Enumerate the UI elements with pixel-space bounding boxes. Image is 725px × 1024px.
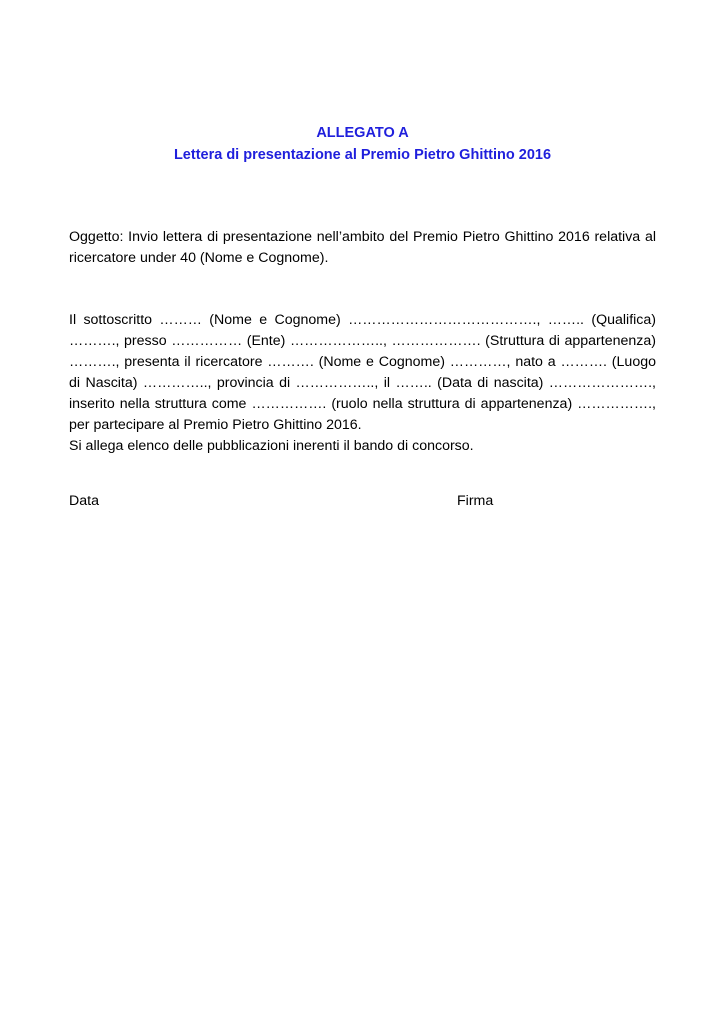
- attachment-title: ALLEGATO A: [316, 125, 409, 141]
- document-header: [0, 122, 725, 166]
- letter-body: [69, 310, 656, 457]
- presentation-paragraph: Il sottoscritto ……… (Nome e Cognome) …………………………………., …….. (Qualifica) ………., presso …………… (Ente) ……………….., ………………. (Struttura di appartenenza) ………., presenta il ricercatore ………. (Nome e Cognome) …………, nato a ………. (Luogo di Nascita) ………….., provincia di …………….., il …….. (Data di nascita) …………………., inserito nella struttura come ……………. (ruolo nella struttura di appartenenza) ……………., per partecipare al Premio Pietro Ghittino 2016.: [69, 312, 656, 433]
- letter-subtitle: Lettera di presentazione al Premio Pietro Ghittino 2016: [173, 147, 552, 163]
- signature-label: Firma: [457, 493, 494, 509]
- date-label: Data: [69, 493, 99, 509]
- attachment-note: Si allega elenco delle pubblicazioni inerenti il bando di concorso.: [69, 438, 474, 454]
- subject-line: Oggetto: Invio lettera di presentazione nell’ambito del Premio Pietro Ghittino 2016 relativa al ricercatore under 40 (Nome e Cognome).: [69, 229, 656, 266]
